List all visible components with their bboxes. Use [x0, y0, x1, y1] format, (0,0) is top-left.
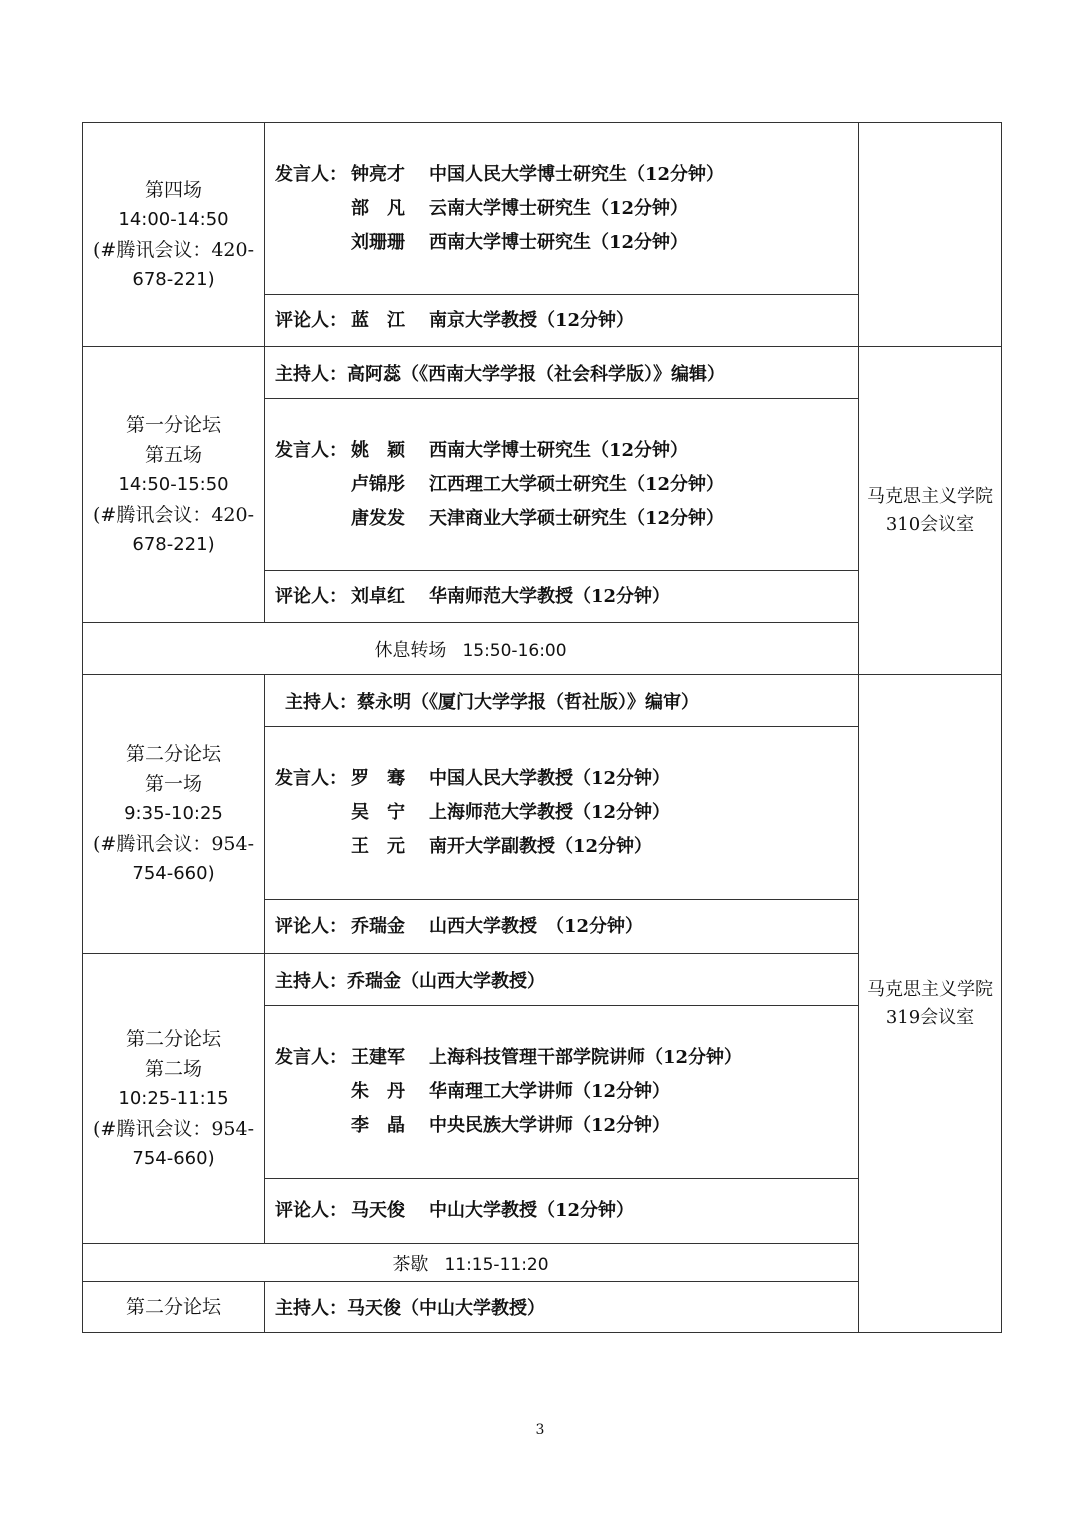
- room-building: 马克思主义学院: [867, 485, 993, 507]
- host-text: 主持人：马天俊（中山大学教授）: [275, 1298, 545, 1319]
- commentator-row: [275, 580, 858, 614]
- speaker-name: 李 晶: [351, 1115, 405, 1136]
- table-row: [83, 123, 1002, 295]
- speaker-row: [275, 1075, 858, 1109]
- host-cell: [265, 954, 859, 1006]
- room-cell: [859, 675, 1002, 1333]
- host-text: 主持人：蔡永明（《厦门大学学报（哲社版）》编审）: [285, 691, 699, 713]
- commentator-label: 评论人：: [275, 915, 347, 937]
- table-row: [83, 347, 1002, 399]
- speaker-row: [275, 434, 858, 468]
- schedule-table: [82, 122, 1002, 1333]
- forum-title: 第二分论坛: [125, 1027, 221, 1050]
- session-time: 10:25-11:15: [118, 1087, 229, 1109]
- speakers-cell: [265, 1006, 859, 1179]
- meeting-id: 754-660): [132, 863, 215, 884]
- speaker-name: 卢锦彤: [351, 473, 405, 495]
- speakers-cell: [265, 399, 859, 571]
- commentator-label: 评论人：: [275, 309, 347, 331]
- meeting-id: (#腾讯会议：420-: [92, 503, 255, 526]
- speaker-name: 罗 骞: [351, 768, 405, 789]
- speaker-name: 唐发发: [351, 507, 405, 529]
- forum-title: 第一分论坛: [125, 413, 221, 436]
- host-text: 主持人：乔瑞金（山西大学教授）: [275, 970, 545, 992]
- meeting-id: 678-221): [132, 268, 215, 290]
- speaker-affiliation: 中国人民大学博士研究生（12分钟）: [429, 163, 725, 185]
- speaker-row: [275, 796, 858, 830]
- speaker-affiliation: 西南大学博士研究生（12分钟）: [429, 231, 689, 253]
- commentator-cell: [265, 900, 859, 954]
- commentator-row: [275, 304, 858, 338]
- session-title: 第四场: [144, 178, 202, 201]
- commentator-name: 乔瑞金: [351, 915, 405, 937]
- commentator-affiliation: 华南师范大学教授（12分钟）: [429, 585, 671, 607]
- speaker-name: 王建军: [351, 1047, 405, 1068]
- session-title: 第一场: [144, 773, 202, 795]
- speaker-row: [275, 1109, 858, 1143]
- speaker-affiliation: 云南大学博士研究生（12分钟）: [429, 197, 689, 219]
- speaker-row: [275, 762, 858, 796]
- meeting-id: (#腾讯会议：954-: [92, 833, 255, 855]
- commentator-affiliation: 南京大学教授（12分钟）: [429, 309, 635, 331]
- meeting-id: 678-221): [132, 533, 215, 555]
- room-number: 319会议室: [885, 1006, 975, 1028]
- session-title: 第二场: [144, 1057, 202, 1080]
- commentator-cell: [265, 571, 859, 623]
- speaker-name: 钟亮才: [351, 163, 405, 185]
- meeting-id: 754-660): [132, 1147, 215, 1169]
- host-cell: [265, 347, 859, 399]
- session-cell: [83, 675, 265, 954]
- forum-title: 第二分论坛: [125, 743, 221, 765]
- break-row: [83, 623, 859, 675]
- speaker-affiliation: 中国人民大学教授（12分钟）: [429, 768, 671, 789]
- speaker-row: [275, 468, 858, 502]
- speaker-row: [275, 1041, 858, 1075]
- commentator-affiliation: 山西大学教授 （12分钟）: [429, 915, 644, 937]
- speaker-name: 姚 颖: [351, 439, 405, 461]
- session-title: 第五场: [144, 443, 202, 466]
- break-label: 休息转场: [374, 639, 447, 661]
- speaker-name: 刘珊珊: [351, 231, 405, 253]
- speaker-name: 部 凡: [351, 197, 405, 219]
- break-label: 茶歇: [392, 1253, 429, 1275]
- room-cell: [859, 347, 1002, 675]
- session-cell: [83, 123, 265, 347]
- commentator-name: 刘卓红: [351, 585, 405, 607]
- session-time: 14:00-14:50: [118, 208, 229, 230]
- speakers-label: 发言人：: [275, 439, 347, 461]
- speaker-row: [275, 830, 858, 864]
- room-cell-empty: [859, 123, 1002, 347]
- session-cell: [83, 954, 265, 1244]
- speaker-affiliation: 华南理工大学讲师（12分钟）: [429, 1081, 671, 1102]
- room-building: 马克思主义学院: [867, 978, 993, 1000]
- session-time: 14:50-15:50: [118, 473, 229, 495]
- host-cell: [265, 1282, 859, 1333]
- break-time: 15:50-16:00: [462, 640, 567, 661]
- commentator-cell: [265, 1179, 859, 1244]
- speakers-cell: [265, 727, 859, 900]
- speaker-affiliation: 中央民族大学讲师（12分钟）: [429, 1115, 671, 1136]
- room-number: 310会议室: [885, 513, 975, 535]
- commentator-name: 蓝 江: [351, 309, 405, 331]
- speaker-affiliation: 上海师范大学教授（12分钟）: [429, 802, 671, 823]
- session-time: 9:35-10:25: [124, 803, 223, 824]
- session-cell: [83, 347, 265, 623]
- meeting-id: (#腾讯会议：954-: [92, 1117, 255, 1140]
- session-cell: [83, 1282, 265, 1333]
- host-cell: [265, 675, 859, 727]
- speaker-name: 王 元: [351, 836, 405, 857]
- table-row: [83, 675, 1002, 727]
- speaker-affiliation: 上海科技管理干部学院讲师（12分钟）: [429, 1047, 743, 1068]
- break-row: [83, 1244, 859, 1282]
- break-time: 11:15-11:20: [444, 1254, 549, 1275]
- commentator-row: [275, 1194, 858, 1228]
- speaker-row: [275, 158, 858, 192]
- host-text: 主持人：高阿蕊（《西南大学学报（社会科学版）》编辑）: [275, 363, 725, 385]
- speaker-name: 朱 丹: [351, 1081, 405, 1102]
- commentator-label: 评论人：: [275, 585, 347, 607]
- speaker-affiliation: 南开大学副教授（12分钟）: [429, 836, 653, 857]
- commentator-row: [275, 910, 858, 944]
- meeting-id: (#腾讯会议：420-: [92, 238, 255, 261]
- commentator-name: 马天俊: [351, 1200, 405, 1221]
- speaker-row: [275, 502, 858, 536]
- speakers-cell: [265, 123, 859, 295]
- speakers-label: 发言人：: [275, 768, 347, 789]
- speaker-row: [275, 226, 858, 260]
- speaker-name: 吴 宁: [351, 802, 405, 823]
- speakers-label: 发言人：: [275, 1047, 347, 1068]
- speakers-label: 发言人：: [275, 163, 347, 185]
- speaker-affiliation: 西南大学博士研究生（12分钟）: [429, 439, 689, 461]
- speaker-affiliation: 天津商业大学硕士研究生（12分钟）: [429, 507, 725, 529]
- speaker-row: [275, 192, 858, 226]
- speaker-affiliation: 江西理工大学硕士研究生（12分钟）: [429, 473, 725, 495]
- commentator-label: 评论人：: [275, 1200, 347, 1221]
- commentator-cell: [265, 295, 859, 347]
- commentator-affiliation: 中山大学教授（12分钟）: [429, 1200, 635, 1221]
- page-number: 3: [535, 1422, 545, 1438]
- forum-title: 第二分论坛: [125, 1296, 221, 1318]
